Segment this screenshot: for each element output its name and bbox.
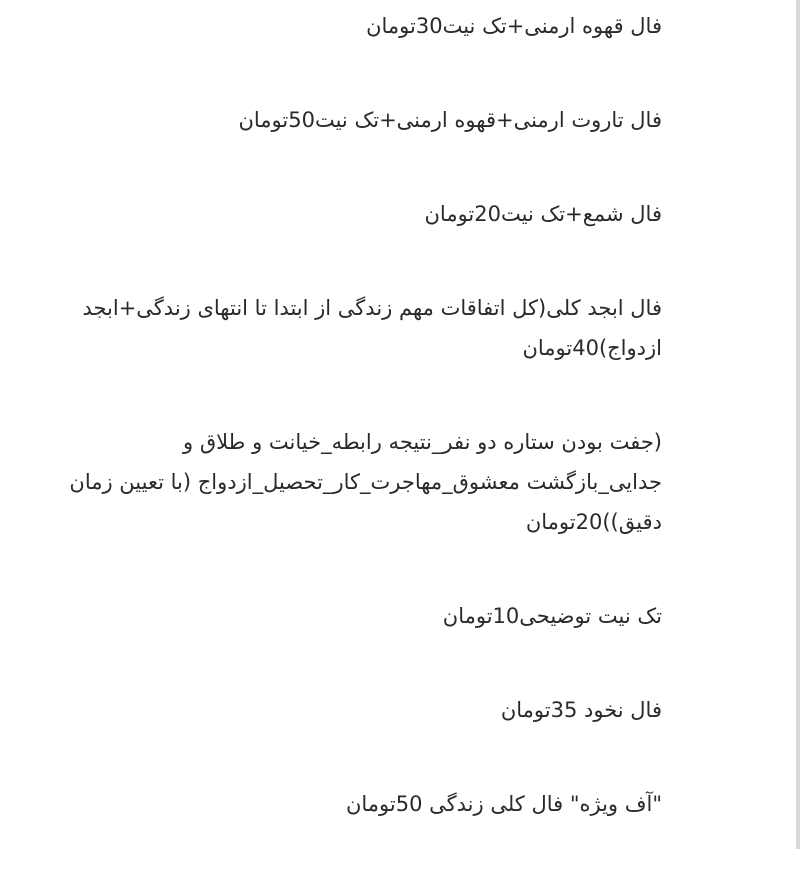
price-list-item: (جفت بودن ستاره دو نفر_نتیجه رابطه_خیانت و طلاق و جدایی_بازگشت معشوق_مهاجرت_کار_تحصیل_ازدواج (با تعیین زمان دقیق))20تومان: [69, 430, 662, 534]
price-list-item: فال نخود 35تومان: [500, 698, 662, 722]
price-list-item: فال تاروت ارمنی+قهوه ارمنی+تک نیت50تومان: [238, 108, 662, 132]
price-list-item: تک نیت توضیحی10تومان: [442, 604, 662, 628]
price-list-item: فال شمع+تک نیت20تومان: [424, 202, 662, 226]
price-list-item: فال قهوه ارمنی+تک نیت30تومان: [366, 14, 662, 38]
price-list: [62, 0, 662, 878]
price-list-item: فال ابجد کلی(کل اتفاقات مهم زندگی از ابتدا تا انتهای زندگی+ابجد ازدواج)40تومان: [82, 296, 662, 360]
scrollbar-edge: [796, 0, 800, 849]
price-list-item: "آف ویژه" فال کلی زندگی 50تومان: [345, 792, 662, 816]
